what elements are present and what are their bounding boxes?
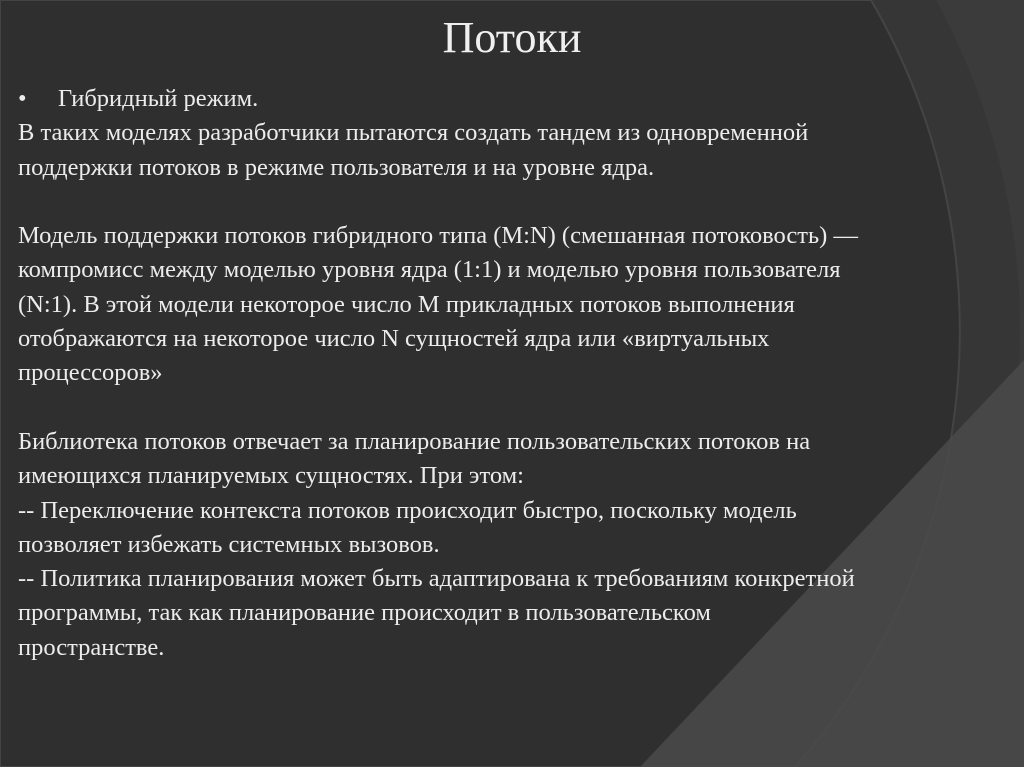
- paragraph2-line: отображаются на некоторое число N сущностей ядра или «виртуальных: [18, 325, 770, 353]
- bullet-item: [18, 82, 858, 116]
- paragraph2-line: компромисс между моделью уровня ядра (1:1) и моделью уровня пользователя: [18, 256, 841, 284]
- paragraph1-line: В таких моделях разработчики пытаются создать тандем из одновременной: [18, 119, 809, 147]
- paragraph2-line: процессоров»: [18, 359, 163, 387]
- bullet-text: Гибридный режим.: [58, 85, 259, 112]
- paragraph3-line: Библиотека потоков отвечает за планирование пользовательских потоков на: [18, 427, 811, 455]
- paragraph3-line: пространстве.: [18, 633, 165, 661]
- paragraph3-line: -- Переключение контекста потоков происходит быстро, поскольку модель: [18, 496, 797, 524]
- paragraph3-line: позволяет избежать системных вызовов.: [18, 530, 440, 558]
- paragraph1-line: поддержки потоков в режиме пользователя и на уровне ядра.: [18, 153, 655, 181]
- paragraph3-line: имеющихся планируемых сущностях. При этом:: [18, 462, 524, 490]
- paragraph2-line: (N:1). В этой модели некоторое число M прикладных потоков выполнения: [18, 290, 795, 318]
- paragraph3-line: программы, так как планирование происходит в пользовательском: [18, 599, 711, 627]
- bullet-icon: •: [18, 85, 27, 112]
- paragraph3-line: -- Политика планирования может быть адаптирована к требованиям конкретной: [18, 565, 855, 593]
- slide-title: Потоки: [442, 13, 582, 62]
- slide-body: [18, 82, 858, 665]
- paragraph2-line: Модель поддержки потоков гибридного типа (M:N) (смешанная потоковость) —: [18, 222, 858, 250]
